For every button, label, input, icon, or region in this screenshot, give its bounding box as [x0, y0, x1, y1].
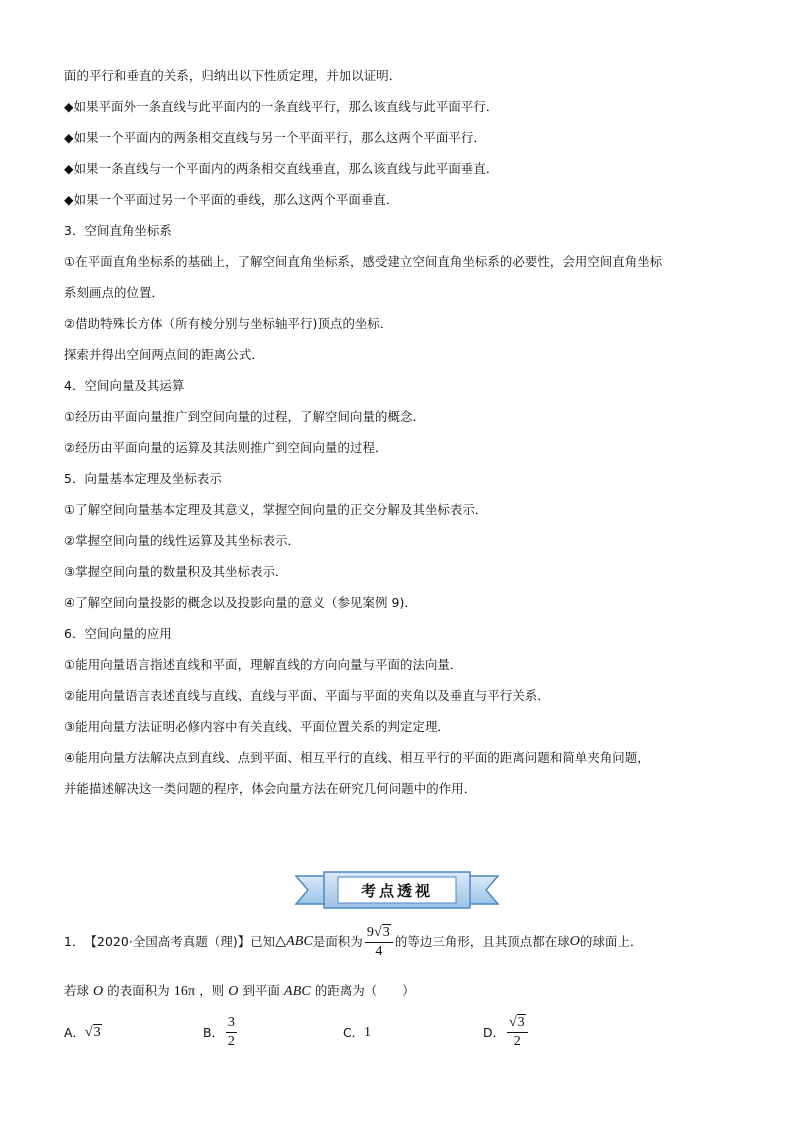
text-line: 探索并得出空间两点间的距离公式． [64, 347, 264, 362]
choice-c[interactable] [343, 1025, 371, 1041]
question-text: 已知 [250, 934, 276, 949]
math-o: O [569, 934, 580, 949]
question-source: 【2020·全国高考真题（理)】 [84, 934, 251, 949]
text-line: ①经历由平面向量推广到空间向量的过程，了解空间向量的概念． [64, 409, 425, 424]
question-line-2 [64, 983, 415, 1000]
area-radicand: 3 [382, 924, 390, 940]
text-line: ②能用向量语言表述直线与直线、直线与平面、平面与平面的夹角以及垂直与平行关系． [64, 688, 550, 703]
property-item: ◆如果一条直线与一个平面内的两条相交直线垂直，那么该直线与此平面垂直． [64, 161, 499, 176]
math-abc: ABC [284, 984, 311, 999]
triangle-symbol: △ [275, 934, 287, 949]
math-o: O [93, 984, 104, 999]
question-text: 到平面 [242, 983, 280, 998]
choice-d-fraction: $\frac{√3}{2}$ [507, 1015, 528, 1050]
choice-b-fraction: $\frac{3}{2}$ [227, 1015, 235, 1049]
choice-d[interactable] [483, 1015, 530, 1050]
text-line: ②掌握空间向量的线性运算及其坐标表示． [64, 533, 301, 548]
area-coefficient: 9 [366, 924, 374, 940]
area-fraction: $\frac{9√3}{4}$ [365, 925, 393, 960]
property-item: ◆如果一个平面内的两条相交直线与另一个平面平行，那么这两个平面平行． [64, 130, 486, 145]
property-item: ◆如果一个平面过另一个平面的垂线，那么这两个平面垂直． [64, 192, 399, 207]
choice-b[interactable] [203, 1015, 239, 1050]
text-line: 系刻画点的位置． [64, 285, 164, 300]
text-line: ①了解空间向量基本定理及其意义，掌握空间向量的正交分解及其坐标表示． [64, 502, 488, 517]
text-line: ④了解空间向量投影的概念以及投影向量的意义（参见案例 9)． [64, 595, 417, 610]
text-line: ③掌握空间向量的数量积及其坐标表示． [64, 564, 288, 579]
text-line: ③能用向量方法证明必修内容中有关直线、平面位置关系的判定定理． [64, 719, 450, 734]
section-heading: 3．空间直角坐标系 [64, 223, 172, 238]
choice-label: D． [483, 1024, 505, 1040]
question-text: 的等边三角形，且其顶点都在球 [394, 934, 570, 949]
choice-c-value: 1 [364, 1025, 372, 1040]
section-heading: 5．向量基本定理及坐标表示 [64, 471, 222, 486]
math-abc: ABC [286, 934, 313, 949]
text-line: 并能描述解决这一类问题的程序，体会向量方法在研究几何问题中的作用． [64, 781, 477, 796]
math-o: O [228, 984, 239, 999]
question-text: 若球 [64, 983, 89, 998]
property-item: ◆如果平面外一条直线与此平面内的一条直线平行，那么该直线与此平面平行． [64, 99, 499, 114]
area-denominator: 4 [375, 943, 383, 959]
question-text: ，则 [199, 983, 225, 998]
text-line: ②经历由平面向量的运算及其法则推广到空间向量的过程． [64, 440, 388, 455]
text-line: ①在平面直角坐标系的基础上，了解空间直角坐标系，感受建立空间直角坐标系的必要性，会用空间直角坐标 [64, 254, 663, 269]
question-text: 的球面上． [579, 934, 643, 949]
text-line: ④能用向量方法解决点到直线、点到平面、相互平行的直线、相互平行的平面的距离问题和简单夹角问题， [64, 750, 650, 765]
section-heading: 4．空间向量及其运算 [64, 378, 185, 393]
choice-label: B． [203, 1024, 224, 1040]
choice-a[interactable] [64, 1025, 102, 1041]
question-text: 是面积为 [312, 934, 363, 949]
surface-area-value: 16π [173, 984, 196, 999]
text-line: ②借助特殊长方体（所有棱分别与坐标轴平行)顶点的坐标． [64, 316, 393, 331]
question-text: 的表面积为 [107, 983, 170, 998]
question-text: 的距离为（ ） [314, 983, 415, 998]
question-line-1 [64, 922, 642, 962]
text-line: 面的平行和垂直的关系，归纳出以下性质定理，并加以证明． [64, 68, 402, 83]
choice-a-value: √3 [84, 1025, 101, 1040]
banner-title: 考点透视 [360, 881, 433, 900]
choice-label: C． [343, 1025, 365, 1040]
section-banner [294, 870, 500, 910]
section-heading: 6．空间向量的应用 [64, 626, 172, 641]
choice-label: A． [64, 1025, 85, 1040]
question-number: 1． [64, 934, 85, 949]
text-line: ①能用向量语言指述直线和平面，理解直线的方向向量与平面的法向量． [64, 657, 463, 672]
